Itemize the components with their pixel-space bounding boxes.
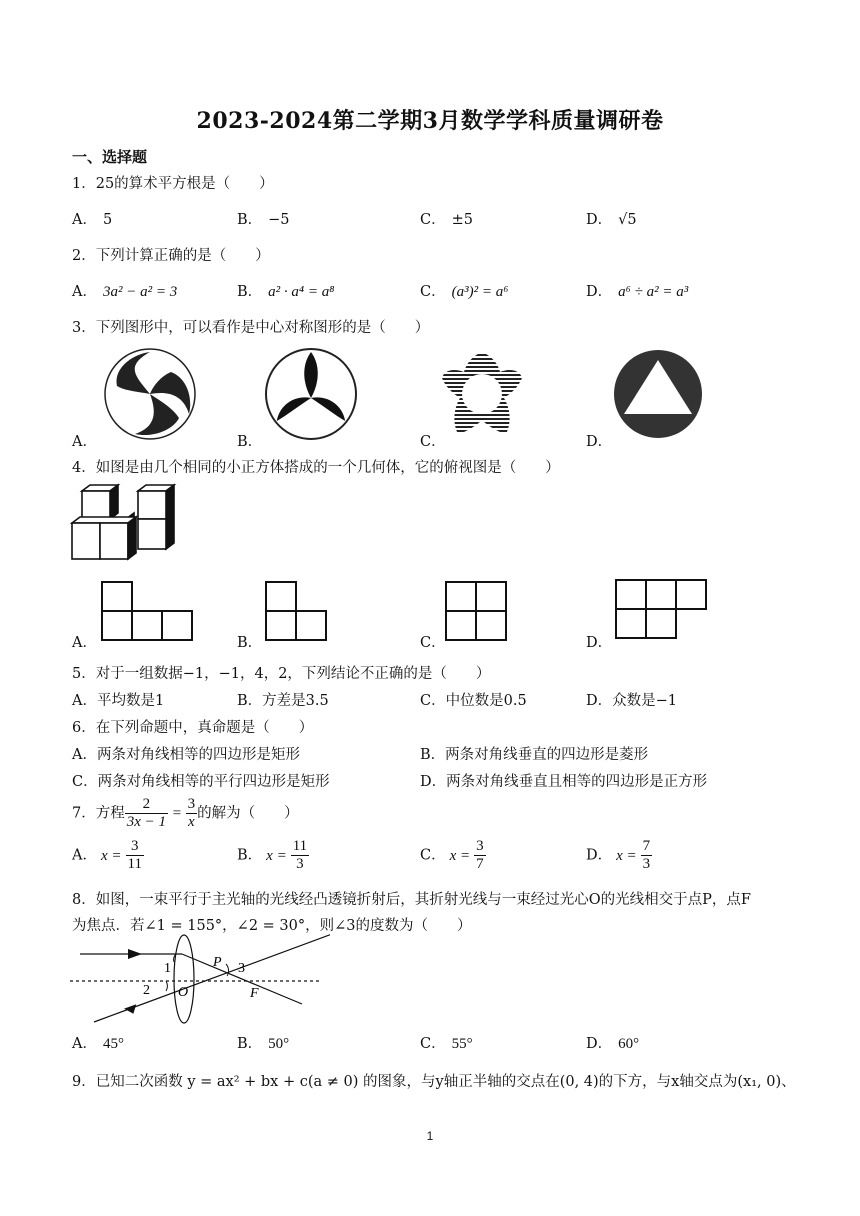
top-view-a (100, 580, 194, 642)
lens-diagram (70, 934, 330, 1026)
q5-option-b[interactable]: B．方差是3.5 (237, 693, 329, 709)
question-5-stem: 5．对于一组数据−1，−1，4，2，下列结论不正确的是（ ） (72, 666, 491, 682)
point-o-label: O (178, 985, 189, 1000)
question-8-line1: 8．如图，一束平行于主光轴的光线经凸透镜折射后，其折射光线与一束经过光心O的光线相交于点P，点F (72, 892, 751, 908)
q7-option-a[interactable]: A． x = $\frac{3}{11}$ (72, 838, 142, 872)
q4-option-c[interactable]: C． (420, 635, 446, 651)
q3-option-d[interactable]: D． (586, 434, 613, 450)
q4-option-d[interactable]: D． (586, 635, 613, 651)
q6-option-d[interactable]: D．两条对角线垂直且相等的四边形是正方形 (420, 774, 708, 790)
question-7-stem: 7．方程 $\frac{2}{3x - 1}$ = $\frac{3}{x}$ 的解为（ ） (72, 796, 299, 830)
q3-option-b[interactable]: B． (237, 434, 263, 450)
question-9-line1: 9．已知二次函数 y = ax² + bx + c(a ≠ 0) 的图象，与y轴正半轴的交点在(0, 4)的下方，与x轴交点为(x₁, 0)、 (72, 1074, 796, 1090)
q2-option-d[interactable]: D． a⁶ ÷ a² = a³ (586, 284, 689, 300)
petal-circle-figure (262, 346, 360, 441)
q8-option-d[interactable]: D． 60° (586, 1036, 640, 1052)
top-view-c (444, 580, 508, 642)
q2-option-a[interactable]: A． 3a² − a² = 3 (72, 284, 178, 300)
question-1-stem: 1．25的算术平方根是（ ） (72, 176, 274, 192)
q5-option-a[interactable]: A．平均数是1 (72, 693, 165, 709)
q8-option-c[interactable]: C． 55° (420, 1036, 473, 1052)
q2-option-c[interactable]: C． (a³)² = a⁶ (420, 284, 509, 300)
triangle-circle-figure (612, 348, 704, 440)
q7-option-c[interactable]: C． x = $\frac{3}{7}$ (420, 838, 484, 872)
angle-2-label: 2 (143, 983, 150, 998)
question-2-stem: 2．下列计算正确的是（ ） (72, 248, 270, 264)
q7-option-d[interactable]: D． x = $\frac{7}{3}$ (586, 838, 651, 872)
page-number: 1 (426, 1129, 434, 1143)
top-view-d (614, 578, 710, 640)
q2-option-b[interactable]: B． a² · a⁴ = a⁸ (237, 284, 335, 300)
q1-option-a[interactable]: A． 5 (72, 212, 113, 228)
q3-option-a[interactable]: A． (72, 434, 97, 450)
question-8-line2: 为焦点．若∠1 = 155°，∠2 = 30°，则∠3的度数为（ ） (72, 918, 472, 934)
swirl-figure (95, 346, 205, 441)
angle-1-label: 1 (164, 961, 171, 976)
q6-option-c[interactable]: C．两条对角线相等的平行四边形是矩形 (72, 774, 330, 790)
q1-option-c[interactable]: C． ±5 (420, 212, 473, 228)
q6-option-b[interactable]: B．两条对角线垂直的四边形是菱形 (420, 747, 649, 763)
question-3-stem: 3．下列图形中，可以看作是中心对称图形的是（ ） (72, 320, 430, 336)
striped-flower-figure (440, 350, 524, 440)
top-view-b (264, 580, 328, 642)
q5-option-c[interactable]: C．中位数是0.5 (420, 693, 527, 709)
q4-option-b[interactable]: B． (237, 635, 263, 651)
q1-option-b[interactable]: B． −5 (237, 212, 290, 228)
q5-option-d[interactable]: D．众数是−1 (586, 693, 678, 709)
q4-option-a[interactable]: A． (72, 635, 97, 651)
point-f-label: F (250, 986, 259, 1001)
question-6-stem: 6．在下列命题中，真命题是（ ） (72, 720, 314, 736)
page-title: 2023-2024第二学期3月数学学科质量调研卷 (196, 108, 664, 134)
q6-option-a[interactable]: A．两条对角线相等的四边形是矩形 (72, 747, 300, 763)
question-4-stem: 4．如图是由几个相同的小正方体搭成的一个几何体，它的俯视图是（ ） (72, 460, 560, 476)
section-heading: 一、选择题 (72, 148, 148, 166)
q8-option-a[interactable]: A． 45° (72, 1036, 124, 1052)
cube-stack-figure (70, 483, 180, 563)
point-p-label: P (213, 955, 222, 970)
angle-3-label: 3 (238, 961, 245, 976)
q3-option-c[interactable]: C． (420, 434, 446, 450)
q7-option-b[interactable]: B． x = $\frac{11}{3}$ (237, 838, 308, 872)
q1-option-d[interactable]: D． √5 (586, 212, 637, 228)
q8-option-b[interactable]: B． 50° (237, 1036, 290, 1052)
